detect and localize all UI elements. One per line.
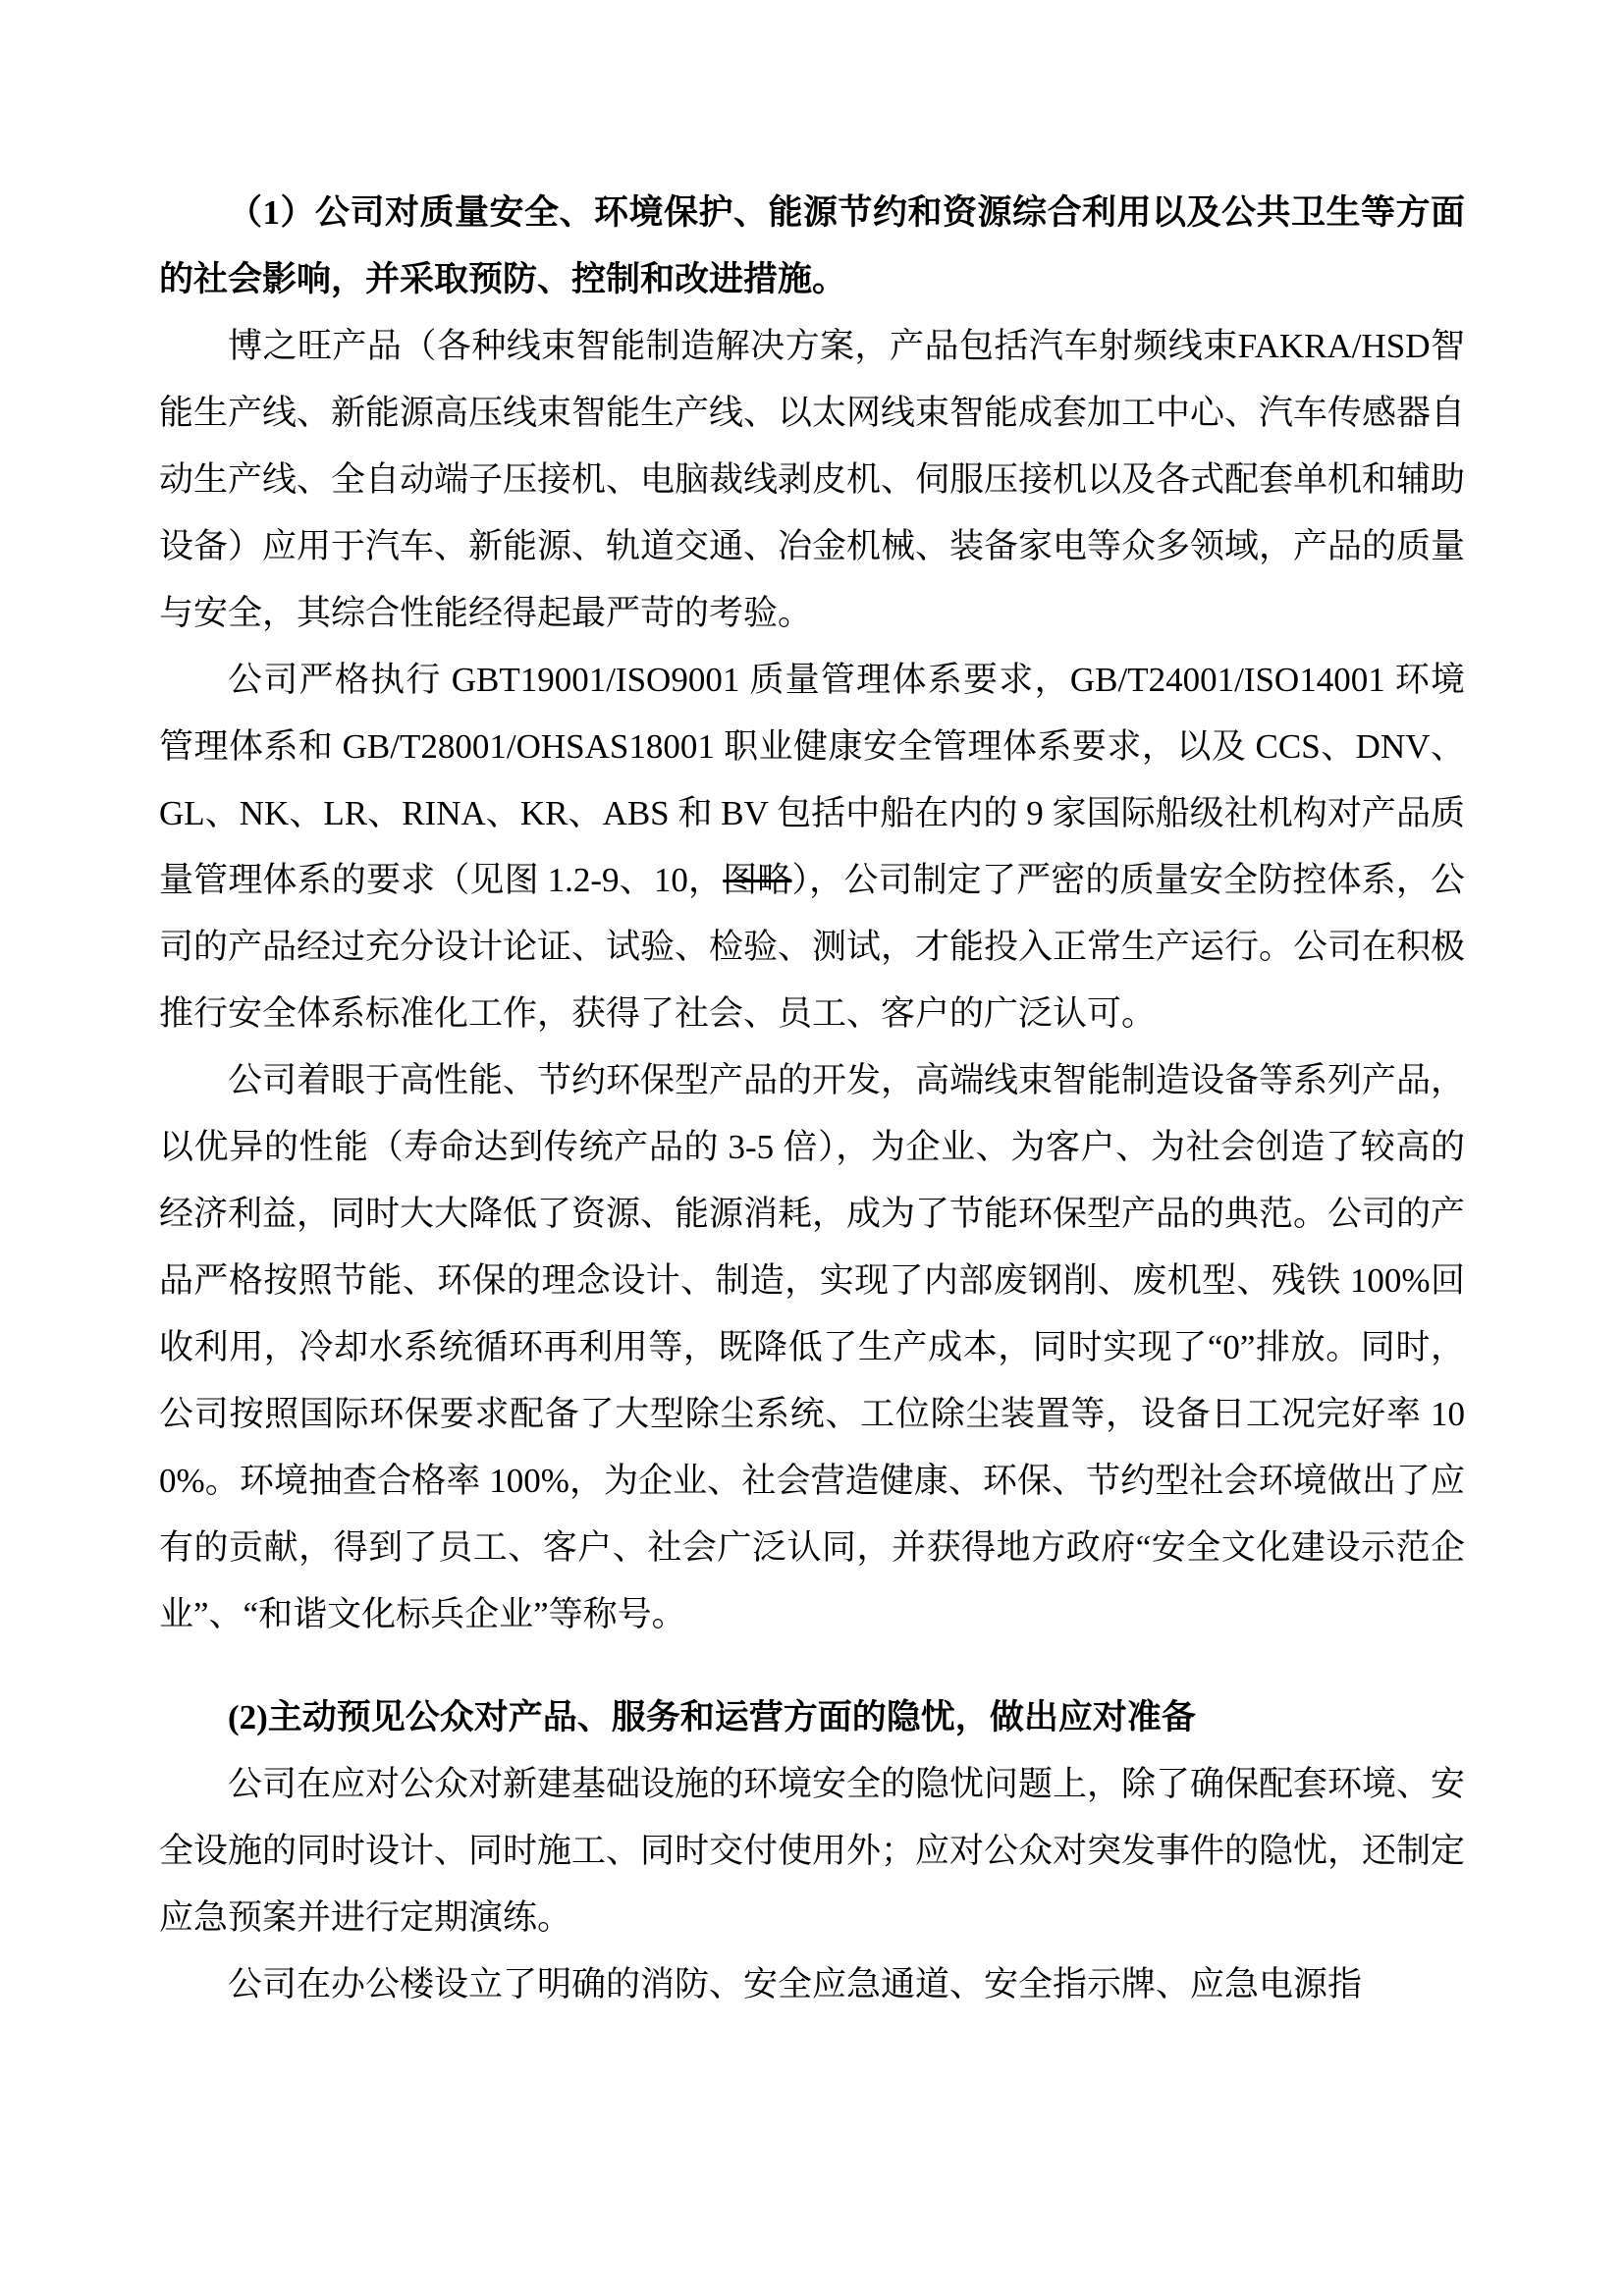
paragraph-eco-products: 公司着眼于高性能、节约环保型产品的开发，高端线束智能制造设备等系列产品，以优异的性能（寿命达到传统产品的 3-5 倍），为企业、为客户、为社会创造了较高的经济利益，同时大大降低了资源、能源消耗，成为了节能环保型产品的典范。公司的产品严格按照节能、环保的理念设计、制造，实现了内部废钢削、废机型、残铁 100%回收利用，冷却水系统循环再利用等，既降低了生产成本，同时实现了“0”排放。同时，公司按照国际环保要求配备了大型除尘系统、工位除尘装置等，设备日工况完好率 100%。环境抽查合格率 100%，为企业、社会营造健康、环保、节约型社会环境做出了应有的贡献，得到了员工、客户、社会广泛认同，并获得地方政府“安全文化建设示范企业”、“和谐文化标兵企业”等称号。 — [159, 1061, 1466, 1633]
section-heading-1: （1）公司对质量安全、环境保护、能源节约和资源综合利用以及公共卫生等方面的社会影响，并采取预防、控制和改进措施。 — [159, 193, 1465, 298]
paragraph-office-safety: 公司在办公楼设立了明确的消防、安全应急通道、安全指示牌、应急电源指 — [228, 1965, 1363, 2003]
paragraph-quality-systems-text: 公司严格执行 GBT19001/ISO9001 质量管理体系要求，GB/T24001/ISO14001 环境管理体系和 GB/T28001/OHSAS18001 职业健康安全管理体系要求，以及 CCS、DNV、GL、NK、LR、RINA、KR、ABS 和 BV 包括中船在内的 9 家国际船级社机构对产品质量管理体系的要求（见图 1.2-9、10， — [159, 661, 1465, 899]
section-heading-2: (2)主动预见公众对产品、服务和运营方面的隐忧，做出应对准备 — [228, 1698, 1196, 1736]
paragraph-public-concern: 公司在应对公众对新建基础设施的环境安全的隐忧问题上，除了确保配套环境、安全设施的同时设计、同时施工、同时交付使用外；应对公众对突发事件的隐忧，还制定应急预案并进行定期演练。 — [159, 1765, 1466, 1937]
figure-omitted-strikethrough: 图略 — [723, 861, 792, 899]
paragraph-quality-systems — [159, 647, 1465, 1047]
document-content — [159, 180, 1465, 2018]
paragraph-quality-systems-text-continued: ），公司制定了严密的质量安全防控体系，公司的产品经过充分设计论证、试验、检验、测试，才能投入正常生产运行。公司在积极推行安全体系标准化工作，获得了社会、员工、客户的广泛认可。 — [159, 861, 1466, 1033]
paragraph-products: 博之旺产品（各种线束智能制造解决方案，产品包括汽车射频线束FAKRA/HSD智能生产线、新能源高压线束智能生产线、以太网线束智能成套加工中心、汽车传感器自动生产线、全自动端子压接机、电脑裁线剥皮机、伺服压接机以及各式配套单机和辅助设备）应用于汽车、新能源、轨道交通、冶金机械、装备家电等众多领域，产品的质量与安全，其综合性能经得起最严苛的考验。 — [159, 327, 1466, 632]
